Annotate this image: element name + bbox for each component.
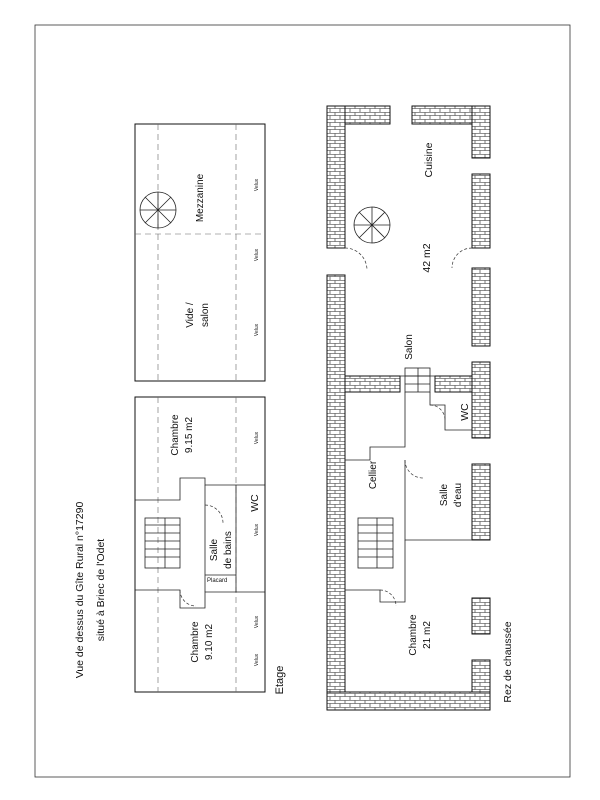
wall-interior-right (435, 376, 472, 392)
label-wc-etage: WC (249, 494, 261, 512)
velux-7: Velux (254, 653, 260, 667)
velux-5: Velux (254, 523, 260, 537)
label-cuisine: Cuisine (423, 142, 435, 178)
velux-2: Velux (254, 248, 260, 262)
etage-mezzanine-block (135, 124, 265, 381)
wall-left-lower (327, 275, 345, 710)
label-salon-etage: salon (200, 303, 211, 327)
title-line-2: situé à Briec de l'Odet (95, 538, 107, 642)
wall-interior-left (345, 376, 400, 392)
velux-6: Velux (254, 615, 260, 629)
staircase-rdc (358, 518, 393, 568)
title-line-1: Vue de dessus du Gîte Rural n°17290 (74, 501, 86, 679)
plan-title (74, 502, 107, 679)
label-chambre-bottom-area: 9.10 m2 (204, 623, 215, 661)
wall-right-4 (472, 362, 490, 438)
caption-etage: Etage (274, 665, 286, 695)
label-salle-eau: Salle (439, 483, 450, 507)
velux-3: Velux (254, 323, 260, 337)
label-mezzanine: Mezzanine (195, 173, 206, 223)
wall-bottom (327, 692, 490, 710)
wall-right-1 (472, 106, 490, 158)
wall-right-2 (472, 174, 490, 248)
label-salon: Salon (404, 334, 415, 360)
wall-left-upper (327, 106, 345, 248)
label-chambre-rdc: Chambre (408, 614, 419, 656)
wall-right-6 (472, 598, 490, 634)
label-vide: Vide / (185, 302, 196, 328)
label-cellier: Cellier (368, 460, 379, 490)
spiral-stair-rdc (354, 207, 390, 243)
label-de-bains: de bains (223, 531, 234, 569)
etage-labels (170, 173, 286, 694)
label-chambre-rdc-area: 21 m2 (422, 621, 433, 649)
label-placard: Placard (207, 578, 228, 584)
label-chambre-top-area: 9.15 m2 (184, 416, 195, 454)
spiral-stair-etage (140, 192, 176, 228)
caption-rdc: Rez de chaussée (502, 621, 514, 703)
staircase-etage (145, 518, 180, 568)
label-wc-rdc: WC (459, 403, 471, 421)
wall-right-3 (472, 268, 490, 346)
label-chambre-top: Chambre (170, 414, 181, 456)
label-42m2: 42 m2 (421, 243, 433, 273)
label-salle-bains: Salle (209, 538, 220, 562)
label-d-eau: d'eau (453, 482, 464, 508)
velux-1: Velux (254, 178, 260, 192)
wall-right-5 (472, 464, 490, 540)
label-chambre-bottom: Chambre (190, 621, 201, 663)
velux-4: Velux (254, 431, 260, 445)
